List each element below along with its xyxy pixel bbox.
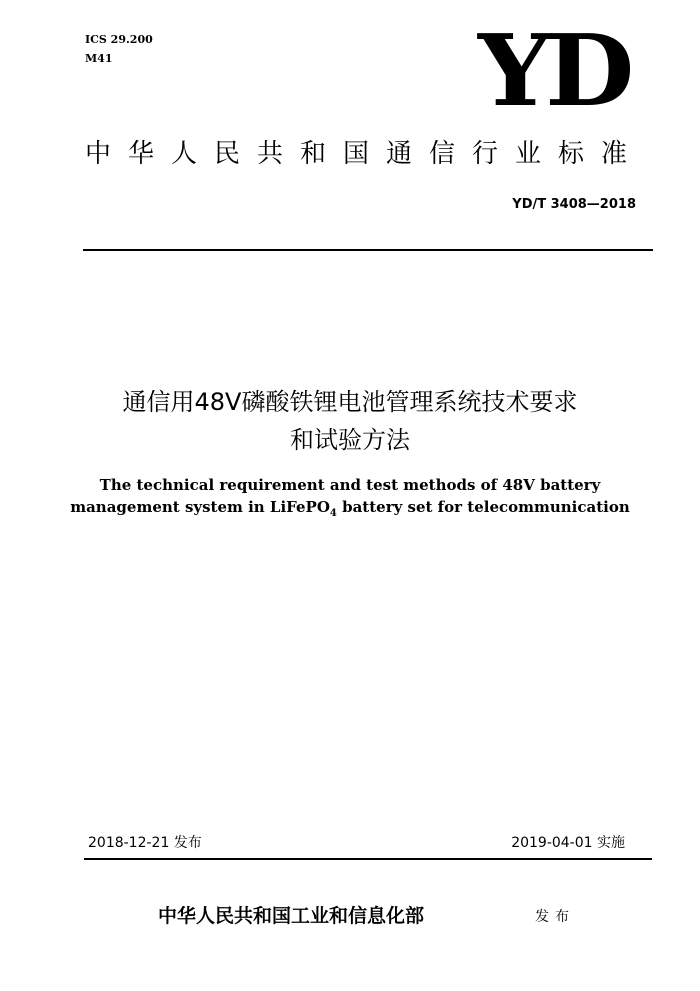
implementation-date: 2019-04-01 实施 [511, 835, 625, 851]
chemical-subscript: 4 [329, 508, 337, 519]
issue-date: 2018-12-21 发布 [88, 835, 202, 851]
chinese-title-line-2: 和试验方法 [290, 426, 410, 454]
standard-category: 中华人民共和国通信行业标准 [85, 139, 645, 169]
issuing-authority: 中华人民共和国工业和信息化部 [158, 905, 425, 927]
chinese-title [40, 383, 660, 459]
bottom-divider [84, 858, 652, 860]
chinese-title-line-1: 通信用48V磷酸铁锂电池管理系统技术要求 [122, 388, 578, 416]
english-title-line-2 [40, 496, 660, 518]
ics-code: ICS 29.200 [85, 33, 153, 46]
english-title-line-2-start: management system in LiFePO [70, 498, 330, 516]
standard-number: YD/T 3408—2018 [512, 197, 636, 212]
yd-logo: YD [478, 14, 629, 129]
english-title-line-2-end: battery set for telecommunication [336, 498, 630, 516]
english-title [40, 474, 660, 518]
english-title-line-1: The technical requirement and test methods of 48V battery [99, 476, 601, 494]
top-divider [83, 249, 653, 251]
classification-code: M41 [85, 52, 113, 65]
issue-label: 发布 [535, 909, 575, 925]
